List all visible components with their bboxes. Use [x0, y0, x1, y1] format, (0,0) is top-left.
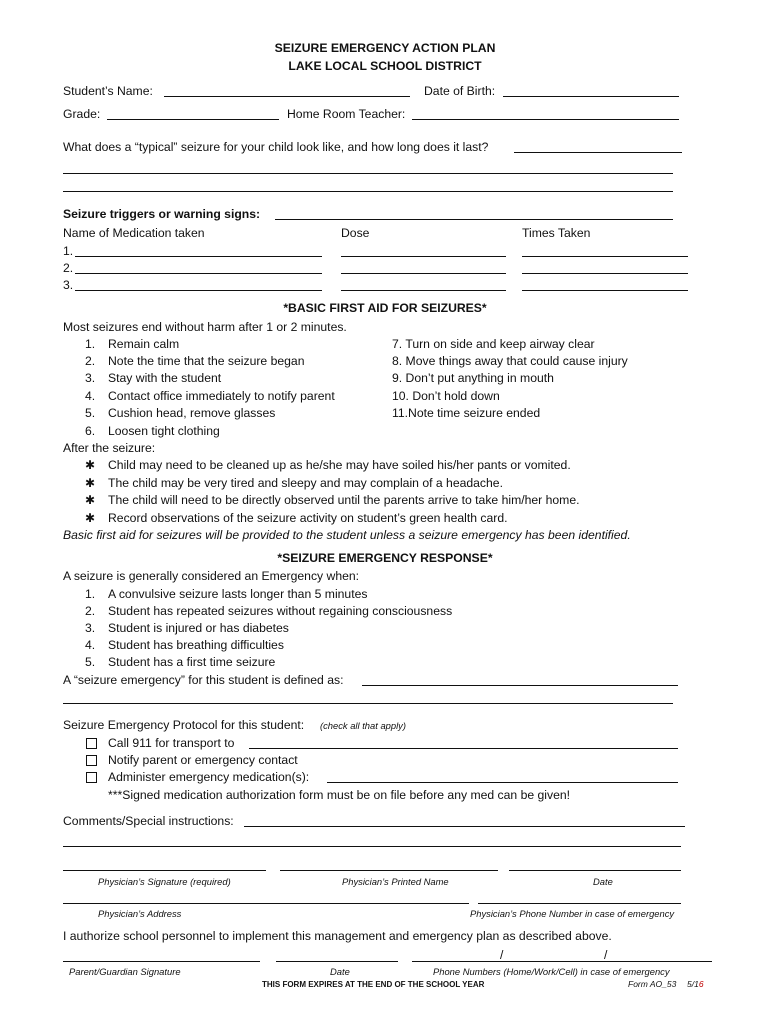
comments-field[interactable] [244, 826, 685, 827]
student-name-label: Student’s Name: [63, 84, 153, 98]
medication-row-number: 1. [63, 244, 74, 258]
parent-signature-field[interactable] [63, 961, 260, 962]
first-aid-heading: *BASIC FIRST AID FOR SEIZURES* [283, 301, 487, 315]
emergency-defined-line-2[interactable] [63, 703, 673, 704]
physician-date-caption: Date [593, 876, 613, 887]
comments-label: Comments/Special instructions: [63, 814, 234, 828]
notify-parent-checkbox[interactable] [86, 755, 97, 766]
parent-signature-caption: Parent/Guardian Signature [69, 966, 181, 977]
form-title: SEIZURE EMERGENCY ACTION PLAN [274, 41, 496, 55]
call-911-field[interactable] [249, 748, 678, 749]
after-seizure-item: The child will need to be directly observed until the parents arrive to take him/her home. [108, 493, 580, 507]
first-aid-step: 9. Don’t put anything in mouth [392, 371, 554, 385]
emergency-item-number: 3. [85, 621, 96, 635]
emergency-item: Student is injured or has diabetes [108, 621, 289, 635]
physician-name-caption: Physician’s Printed Name [342, 876, 449, 887]
after-seizure-item: Child may need to be cleaned up as he/she may have soiled his/her pants or vomited. [108, 458, 571, 472]
emergency-defined-field[interactable] [362, 685, 678, 686]
parent-phone-field[interactable] [412, 961, 712, 962]
first-aid-step-number: 1. [85, 337, 96, 351]
expiration-notice: THIS FORM EXPIRES AT THE END OF THE SCHOOL YEAR [262, 980, 485, 989]
triggers-field[interactable] [275, 219, 673, 220]
asterisk-bullet-icon: ✱ [85, 493, 96, 507]
medication-row-number: 2. [63, 261, 74, 275]
parent-phone-caption: Phone Numbers (Home/Work/Cell) in case of emergency [433, 966, 670, 977]
physician-signature-field[interactable] [63, 870, 266, 871]
form-id: Form AO_53 [628, 979, 677, 989]
first-aid-note: Basic first aid for seizures will be provided to the student unless a seizure emergency has been identified. [63, 528, 631, 542]
emergency-item-number: 5. [85, 655, 96, 669]
medication-name-field[interactable] [75, 290, 322, 291]
after-seizure-item: Record observations of the seizure activity on student’s green health card. [108, 511, 508, 525]
phone-separator: / [500, 948, 504, 962]
first-aid-step-number: 3. [85, 371, 96, 385]
grade-label: Grade: [63, 107, 101, 121]
protocol-hint: (check all that apply) [320, 720, 406, 731]
physician-address-caption: Physician’s Address [98, 908, 182, 919]
call-911-checkbox[interactable] [86, 738, 97, 749]
administer-medication-label: Administer emergency medication(s): [108, 770, 310, 784]
protocol-label: Seizure Emergency Protocol for this student: [63, 718, 305, 732]
typical-seizure-line-3[interactable] [63, 191, 673, 192]
first-aid-step: Loosen tight clothing [108, 424, 220, 438]
first-aid-intro: Most seizures end without harm after 1 or 2 minutes. [63, 320, 347, 334]
medication-dose-header: Dose [341, 226, 370, 240]
typical-seizure-field[interactable] [514, 152, 682, 153]
form-version-suffix: 6 [698, 979, 704, 989]
medication-name-field[interactable] [75, 273, 322, 274]
emergency-defined-label: A “seizure emergency” for this student is defined as: [63, 673, 344, 687]
district-name: LAKE LOCAL SCHOOL DISTRICT [288, 59, 482, 73]
emergency-item-number: 4. [85, 638, 96, 652]
medication-times-field[interactable] [522, 290, 688, 291]
administer-medication-checkbox[interactable] [86, 772, 97, 783]
first-aid-step-number: 5. [85, 406, 96, 420]
medication-times-field[interactable] [522, 256, 688, 257]
administer-medication-field[interactable] [327, 782, 678, 783]
medication-row-number: 3. [63, 278, 74, 292]
notify-parent-label: Notify parent or emergency contact [108, 753, 298, 767]
emergency-item: A convulsive seizure lasts longer than 5 minutes [108, 587, 368, 601]
first-aid-step: Remain calm [108, 337, 180, 351]
triggers-label: Seizure triggers or warning signs: [63, 207, 261, 221]
dob-field[interactable] [503, 96, 679, 97]
first-aid-step-number: 2. [85, 354, 96, 368]
medication-times-header: Times Taken [522, 226, 591, 240]
emergency-heading: *SEIZURE EMERGENCY RESPONSE* [277, 551, 493, 565]
medication-dose-field[interactable] [341, 256, 506, 257]
authorization-statement: I authorize school personnel to implement this management and emergency plan as described above. [63, 929, 612, 943]
first-aid-step: Contact office immediately to notify parent [108, 389, 335, 403]
form-version-prefix: 5/1 [687, 979, 699, 989]
first-aid-step: Cushion head, remove glasses [108, 406, 276, 420]
physician-address-field[interactable] [63, 903, 469, 904]
comments-line-2[interactable] [63, 846, 681, 847]
first-aid-step: 7. Turn on side and keep airway clear [392, 337, 595, 351]
asterisk-bullet-icon: ✱ [85, 476, 96, 490]
medication-name-field[interactable] [75, 256, 322, 257]
first-aid-step: Stay with the student [108, 371, 222, 385]
grade-field[interactable] [107, 119, 279, 120]
parent-date-caption: Date [330, 966, 350, 977]
physician-phone-field[interactable] [478, 903, 681, 904]
first-aid-step: 11.Note time seizure ended [392, 406, 541, 420]
asterisk-bullet-icon: ✱ [85, 458, 96, 472]
emergency-item: Student has breathing difficulties [108, 638, 284, 652]
homeroom-field[interactable] [412, 119, 679, 120]
dob-label: Date of Birth: [424, 84, 496, 98]
emergency-item: Student has a first time seizure [108, 655, 276, 669]
physician-name-field[interactable] [280, 870, 498, 871]
medication-times-field[interactable] [522, 273, 688, 274]
medication-dose-field[interactable] [341, 290, 506, 291]
physician-phone-caption: Physician’s Phone Number in case of emergency [470, 908, 675, 919]
after-seizure-item: The child may be very tired and sleepy and may complain of a headache. [108, 476, 503, 490]
phone-separator: / [604, 948, 608, 962]
typical-seizure-question: What does a “typical” seizure for your child look like, and how long does it last? [63, 140, 489, 154]
emergency-item-number: 2. [85, 604, 96, 618]
emergency-item: Student has repeated seizures without regaining consciousness [108, 604, 453, 618]
physician-date-field[interactable] [509, 870, 681, 871]
first-aid-step: 10. Don’t hold down [392, 389, 500, 403]
first-aid-step: Note the time that the seizure began [108, 354, 305, 368]
parent-date-field[interactable] [276, 961, 398, 962]
typical-seizure-line-2[interactable] [63, 173, 673, 174]
emergency-intro: A seizure is generally considered an Emergency when: [63, 569, 360, 583]
first-aid-step: 8. Move things away that could cause injury [392, 354, 628, 368]
asterisk-bullet-icon: ✱ [85, 511, 96, 525]
medication-warning: ***Signed medication authorization form must be on file before any med can be given! [108, 788, 571, 802]
first-aid-step-number: 4. [85, 389, 96, 403]
call-911-label: Call 911 for transport to [108, 736, 235, 750]
after-seizure-label: After the seizure: [63, 441, 156, 455]
emergency-item-number: 1. [85, 587, 96, 601]
homeroom-label: Home Room Teacher: [287, 107, 406, 121]
form-version [687, 979, 704, 990]
first-aid-step-number: 6. [85, 424, 96, 438]
physician-signature-caption: Physician’s Signature (required) [98, 876, 231, 887]
student-name-field[interactable] [164, 96, 410, 97]
medication-name-header: Name of Medication taken [63, 226, 205, 240]
medication-dose-field[interactable] [341, 273, 506, 274]
